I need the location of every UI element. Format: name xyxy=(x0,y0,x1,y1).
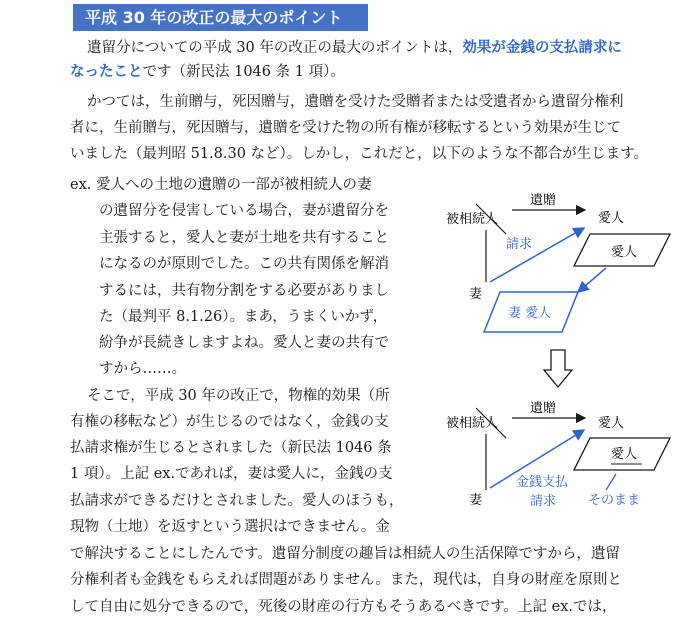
para1-line2 xyxy=(70,62,345,82)
diagram-after xyxy=(438,394,683,518)
para3-line1: そこで，平成 30 年の改正で，物権的効果（所 xyxy=(87,388,390,404)
para3-line5: 払請求ができるだけとされました。愛人のほうも， xyxy=(70,493,404,509)
example-line1: ex. 愛人への土地の遺贈の一部が被相続人の妻 xyxy=(70,177,372,193)
land-mistress-label-2: 愛人 xyxy=(611,447,638,462)
as-is-label: そのまま xyxy=(588,493,641,508)
para1-text-cont: です（新民法 1046 条 1 項）。 xyxy=(142,64,345,80)
example-line4: になるのが原則でした。この共有関係を解消 xyxy=(99,256,389,272)
para1-highlight-cont: なったこと xyxy=(70,64,143,80)
mistress-label-2: 愛人 xyxy=(598,416,625,431)
para3-line2: 有権の移転など）が生じるのではなく，金銭の支 xyxy=(70,414,389,430)
para1-highlight: 効果が金銭の支払請求に xyxy=(462,40,622,56)
para3-line8: 分権利者も金銭をもらえれば問題がありません。また，現代は，自身の財産を原則と xyxy=(70,572,622,588)
example-line2: の遺留分を侵害している場合，妻が遺留分を xyxy=(99,203,389,219)
diagram-before xyxy=(438,186,683,342)
para3-line3: 払請求権が生じるとされました（新民法 1046 条 xyxy=(70,440,392,456)
example-line7: 紛争が長続きしますよね。愛人と妻の共有で xyxy=(99,335,389,351)
para2-line3: いました（最判昭 51.8.30 など）。しかし，これだと，以下のような不都合が生じます。 xyxy=(70,146,649,162)
para3-line4: 1 項）。上記 ex.であれば，妻は愛人に，金銭の支 xyxy=(70,466,393,482)
down-arrow-icon xyxy=(541,348,575,390)
money-claim-label-2: 請求 xyxy=(530,494,557,509)
para3-line6: 現物（土地）を返すという選択はできません。金 xyxy=(70,519,390,535)
transfer-arrow xyxy=(578,268,606,292)
as-is-pointer xyxy=(606,474,616,490)
para2-line2: 者に，生前贈与，死因贈与，遺贈を受けた物の所有権が移転するという効果が生じて xyxy=(70,120,621,136)
section-title: 平成 30 年の改正の最大のポイント xyxy=(73,4,368,31)
para2-line1: かつては，生前贈与，死因贈与，遺贈を受けた受贈者または受遺者から遺留分権利 xyxy=(87,94,624,110)
para1-text: 遺留分についての平成 30 年の改正の最大のポイントは， xyxy=(87,40,463,56)
para3-line9: して自由に処分できるので，死後の財産の行方もそうあるべきです。上記 ex.では， xyxy=(70,599,617,615)
para1-line1 xyxy=(87,38,622,58)
bequest-label-2: 遺贈 xyxy=(530,401,557,416)
claim-label: 請求 xyxy=(506,237,533,252)
land-mistress-label: 愛人 xyxy=(611,245,638,260)
example-line6: た（最判平 8.1.26）。まあ，うまくいかず， xyxy=(99,309,388,325)
bequest-label: 遺贈 xyxy=(530,193,557,208)
decedent-label: 被相続人 xyxy=(446,212,499,227)
claim-arrow xyxy=(490,228,584,282)
wife-label-2: 妻 xyxy=(469,493,483,508)
example-line3: 主張すると，愛人と妻が土地を共有すること xyxy=(99,230,389,246)
example-line8: すから……。 xyxy=(99,361,186,377)
para3-line7: で解決することにしたんです。遺留分制度の趣旨は相続人の生活保障ですから，遺留 xyxy=(70,546,620,562)
wife-label: 妻 xyxy=(469,287,483,302)
mistress-label: 愛人 xyxy=(598,211,625,226)
example-line5: するには，共有物分割をする必要がありまし xyxy=(99,283,389,299)
decedent-label-2: 被相続人 xyxy=(446,416,499,431)
money-claim-label-1: 金銭支払 xyxy=(516,475,569,490)
land-shared-label: 妻 愛人 xyxy=(508,306,552,321)
